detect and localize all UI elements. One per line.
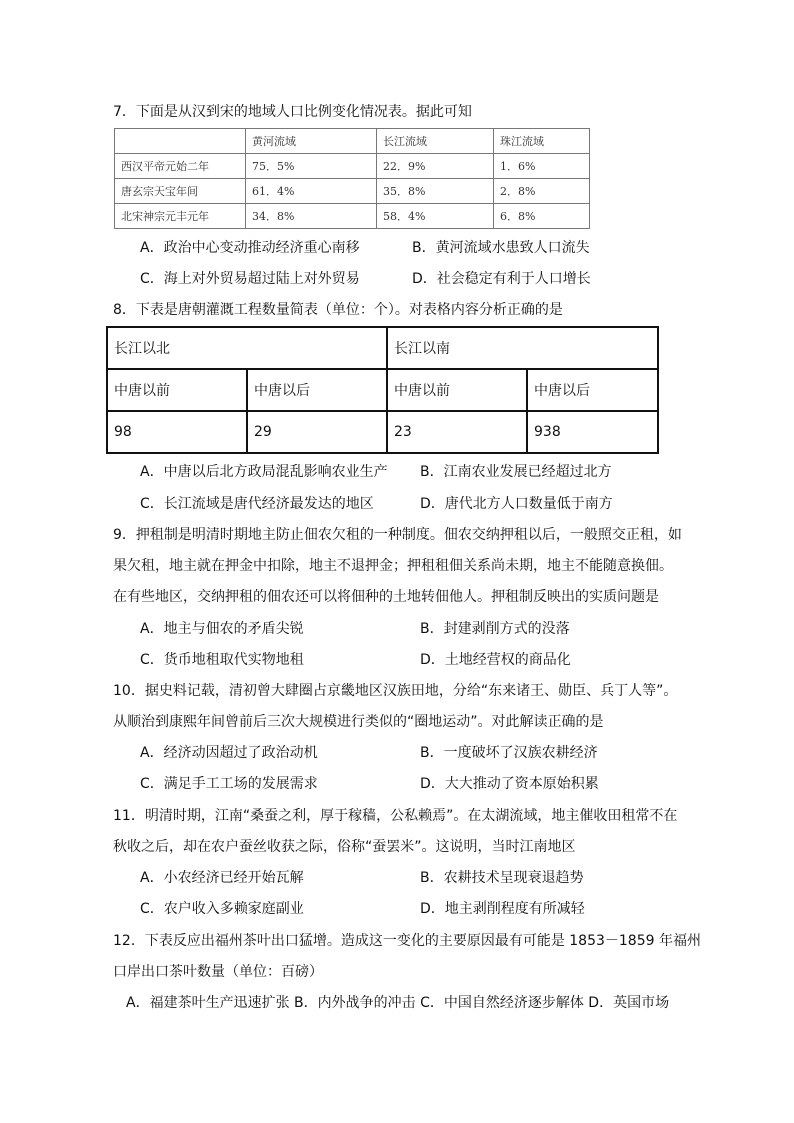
table-cell: 北宋神宗元丰元年 xyxy=(115,204,246,229)
table-header-cell: 长江流域 xyxy=(377,129,494,154)
q7-population-table xyxy=(114,128,590,229)
table-cell: 1．6% xyxy=(494,154,590,179)
question-9-line: 9．押租制是明清时期地主防止佃农欠租的一种制度。佃农交纳押租以后，一般照交正租，如 xyxy=(113,527,682,543)
table-cell: 唐玄宗天宝年间 xyxy=(115,179,246,204)
table-row xyxy=(107,411,658,453)
q7-option-d[interactable]: D．社会稳定有利于人口增长 xyxy=(412,271,591,287)
question-9-line: 在有些地区，交纳押租的佃农还可以将佃种的土地转佃他人。押租制反映出的实质问题是 xyxy=(113,589,659,605)
q9-option-a[interactable]: A．地主与佃农的矛盾尖锐 xyxy=(140,621,304,637)
question-11-line: 秋收之后，却在农户蚕丝收获之际，俗称“蚕罢米”。这说明，当时江南地区 xyxy=(113,839,576,855)
q10-option-c[interactable]: C．满足手工工场的发展需求 xyxy=(140,776,318,792)
table-row xyxy=(115,154,590,179)
table-cell: 35．8% xyxy=(377,179,494,204)
table-header-cell: 中唐以前 xyxy=(107,369,247,411)
q8-option-d[interactable]: D．唐代北方人口数量低于南方 xyxy=(420,496,613,512)
table-cell: 938 xyxy=(527,411,658,453)
table-row xyxy=(107,327,658,369)
q11-option-c[interactable]: C．农户收入多赖家庭副业 xyxy=(140,901,304,917)
q7-option-a[interactable]: A．政治中心变动推动经济重心南移 xyxy=(140,240,360,256)
table-header-cell: 中唐以后 xyxy=(247,369,387,411)
q10-option-b[interactable]: B．一度破坏了汉族农耕经济 xyxy=(420,745,598,761)
table-cell: 61．4% xyxy=(246,179,377,204)
question-12-line: 12．下表反应出福州茶叶出口猛增。造成这一变化的主要原因最有可能是 1853－1859 年福州 xyxy=(113,933,701,949)
q9-option-c[interactable]: C．货币地租取代实物地租 xyxy=(140,652,304,668)
q8-irrigation-table xyxy=(106,326,659,454)
question-12-line: 口岸出口茶叶数量（单位：百磅） xyxy=(113,964,323,980)
table-row xyxy=(115,204,590,229)
table-cell: 34．8% xyxy=(246,204,377,229)
table-cell: 23 xyxy=(387,411,527,453)
table-cell: 98 xyxy=(107,411,247,453)
table-header-cell: 中唐以前 xyxy=(387,369,527,411)
q12-options-line[interactable]: A．福建茶叶生产迅速扩张 B．内外战争的冲击 C．中国自然经济逐步解体 D．英国市场 xyxy=(126,995,670,1011)
q9-option-b[interactable]: B．封建剥削方式的没落 xyxy=(420,621,570,637)
table-header-cell: 长江以北 xyxy=(107,327,387,369)
q8-option-a[interactable]: A．中唐以后北方政局混乱影响农业生产 xyxy=(140,464,388,480)
table-header-cell xyxy=(115,129,246,154)
table-header-cell: 黄河流域 xyxy=(246,129,377,154)
question-8-stem: 8．下表是唐朝灌溉工程数量简表（单位：个）。对表格内容分析正确的是 xyxy=(113,302,563,318)
table-cell: 75．5% xyxy=(246,154,377,179)
table-cell: 22．9% xyxy=(377,154,494,179)
q8-option-b[interactable]: B．江南农业发展已经超过北方 xyxy=(420,464,612,480)
table-header-cell: 长江以南 xyxy=(387,327,658,369)
q11-option-a[interactable]: A．小农经济已经开始瓦解 xyxy=(140,870,304,886)
table-cell: 29 xyxy=(247,411,387,453)
table-cell: 西汉平帝元始二年 xyxy=(115,154,246,179)
table-cell: 58．4% xyxy=(377,204,494,229)
question-11-line: 11．明清时期，江南“桑蚕之利，厚于稼穑，公私赖焉”。在太湖流域，地主催收田租常不在 xyxy=(113,808,678,824)
table-cell: 6．8% xyxy=(494,204,590,229)
table-row xyxy=(107,369,658,411)
q8-option-c[interactable]: C．长江流域是唐代经济最发达的地区 xyxy=(140,496,374,512)
table-header-row xyxy=(115,129,590,154)
q7-option-c[interactable]: C．海上对外贸易超过陆上对外贸易 xyxy=(140,271,360,287)
q10-option-a[interactable]: A．经济动因超过了政治动机 xyxy=(140,745,318,761)
q11-option-d[interactable]: D．地主剥削程度有所减轻 xyxy=(420,901,585,917)
q7-option-b[interactable]: B．黄河流域水患致人口流失 xyxy=(412,240,590,256)
q10-option-d[interactable]: D．大大推动了资本原始积累 xyxy=(420,776,599,792)
table-cell: 2．8% xyxy=(494,179,590,204)
q9-option-d[interactable]: D．土地经营权的商品化 xyxy=(420,652,571,668)
question-10-line: 10．据史料记载，清初曾大肆圈占京畿地区汉族田地，分给“东来诸王、勋臣、兵丁人等”。 xyxy=(113,683,678,699)
question-7-stem: 7．下面是从汉到宋的地域人口比例变化情况表。据此可知 xyxy=(113,104,472,120)
question-9-line: 果欠租，地主就在押金中扣除，地主不退押金；押租租佃关系尚未期，地主不能随意换佃。 xyxy=(113,558,673,574)
question-10-line: 从顺治到康熙年间曾前后三次大规模进行类似的“圈地运动”。对此解读正确的是 xyxy=(113,714,604,730)
table-header-cell: 中唐以后 xyxy=(527,369,658,411)
table-header-cell: 珠江流域 xyxy=(494,129,590,154)
table-row xyxy=(115,179,590,204)
q11-option-b[interactable]: B．农耕技术呈现衰退趋势 xyxy=(420,870,584,886)
